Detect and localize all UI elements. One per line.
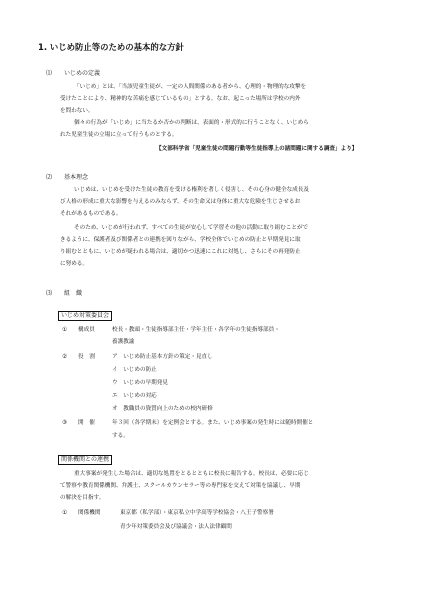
s2-line-2: び人格の形成に重大な影響を与えるのみならず、その生命又は身体に重大な危険を生じさせるお (60, 199, 301, 205)
s2-line-6: り組むとともに、いじめが疑われる場合は、適切かつ迅速にこれに対処し、さらにその再発防止 (60, 249, 301, 255)
s2-line-1: いじめは、いじめを受けた生徒の教育を受ける権利を著しく侵害し、その心身の健全な成長及 (74, 187, 309, 193)
page-title: 1. いじめ防止等のための基本的な方針 (38, 42, 184, 52)
relations-line-1: 重大事案が発生した場合は、適切な処置をとるとともに校長に報告する。校長は、必要に応じ (74, 471, 309, 477)
section-3-heading: 組 織 (64, 290, 83, 297)
item-2-label: 役 割 (78, 354, 95, 360)
s2-line-4: そのため、いじめが行われず、すべての生徒が安心して学習その他の活動に取り組むことがで (74, 225, 309, 231)
role-o: オ 教職員の資質向上のための校内研修 (112, 406, 213, 412)
relations-line-2: て警察や教育関係機関、弁護士、スクールカウンセラー等の専門家を交えて対策を協議し、早期 (60, 483, 301, 489)
s1-line-2: 受けたことにより、精神的な苦痛を感じているもの」とする。なお、起こった場所は学校の内外 (60, 96, 301, 102)
s1-line-5: れた児童生徒の立場に立って行うものとする。 (60, 132, 178, 138)
item-1-number: ① (62, 327, 68, 333)
item-1-text-cont: 養護教諭 (112, 339, 135, 345)
item-3-label: 開 催 (78, 420, 95, 426)
agencies-label: 関係機関 (78, 510, 101, 516)
agencies-number: ① (62, 510, 68, 516)
agencies-line-1: 東京都（私学部）・東京私立中学高等学校協会・八王子警察署 (120, 510, 274, 516)
role-a: ア いじめ防止基本方針の策定・見直し (112, 354, 213, 360)
role-u: ウ いじめの早期発見 (112, 380, 168, 386)
section-1-heading: いじめの定義 (64, 70, 101, 77)
item-3-text-cont: する。 (112, 433, 129, 439)
section-3-number: ⑶ (46, 290, 53, 297)
agencies-line-2: 青少年対策委員会及び協議会・法人法律顧問 (120, 524, 232, 530)
s1-source-note: 【文部科学省「児童生徒の問題行動等生徒指導上の諸問題に関する調査」より】 (156, 146, 358, 152)
item-1-label: 構成員 (78, 327, 95, 333)
s2-line-7: に努める。 (60, 261, 88, 267)
role-i: イ いじめの防止 (112, 367, 157, 373)
item-3-number: ③ (62, 420, 68, 426)
section-2-heading: 基本理念 (64, 174, 89, 181)
s1-line-1: 「いじめ」とは、「当該児童生徒が、一定の人間関係のある者から、心理的・物理的な攻撃を (74, 84, 307, 90)
role-e: エ いじめの対応 (112, 393, 157, 399)
item-3-text: 年３回（各学期末）を定例会とする。また、いじめ事案の発生時には随時開催と (112, 420, 314, 426)
relations-box-label: 関係機関との連携 (58, 455, 112, 465)
section-2-number: ⑵ (46, 174, 53, 181)
item-2-number: ② (62, 354, 68, 360)
s1-line-4: 個々の行為が「いじめ」に当たるか否かの判断は、表面的・形式的に行うことなく、いじめら (74, 120, 309, 126)
committee-box-label: いじめ対策委員会 (58, 311, 112, 321)
section-1-number: ⑴ (46, 70, 53, 77)
s2-line-3: それがあるものである。 (60, 211, 122, 217)
s2-line-5: きるように、保護者及び関係者との連携を図りながら、学校全体でいじめの防止と早期発見に取 (60, 237, 301, 243)
s1-line-3: を問わない。 (60, 108, 94, 114)
item-1-text: 校長・教頭・生徒指導部主任・学年主任・各学年の生徒指導部員・ (112, 327, 280, 333)
relations-line-3: の解決を目指す。 (60, 495, 105, 501)
